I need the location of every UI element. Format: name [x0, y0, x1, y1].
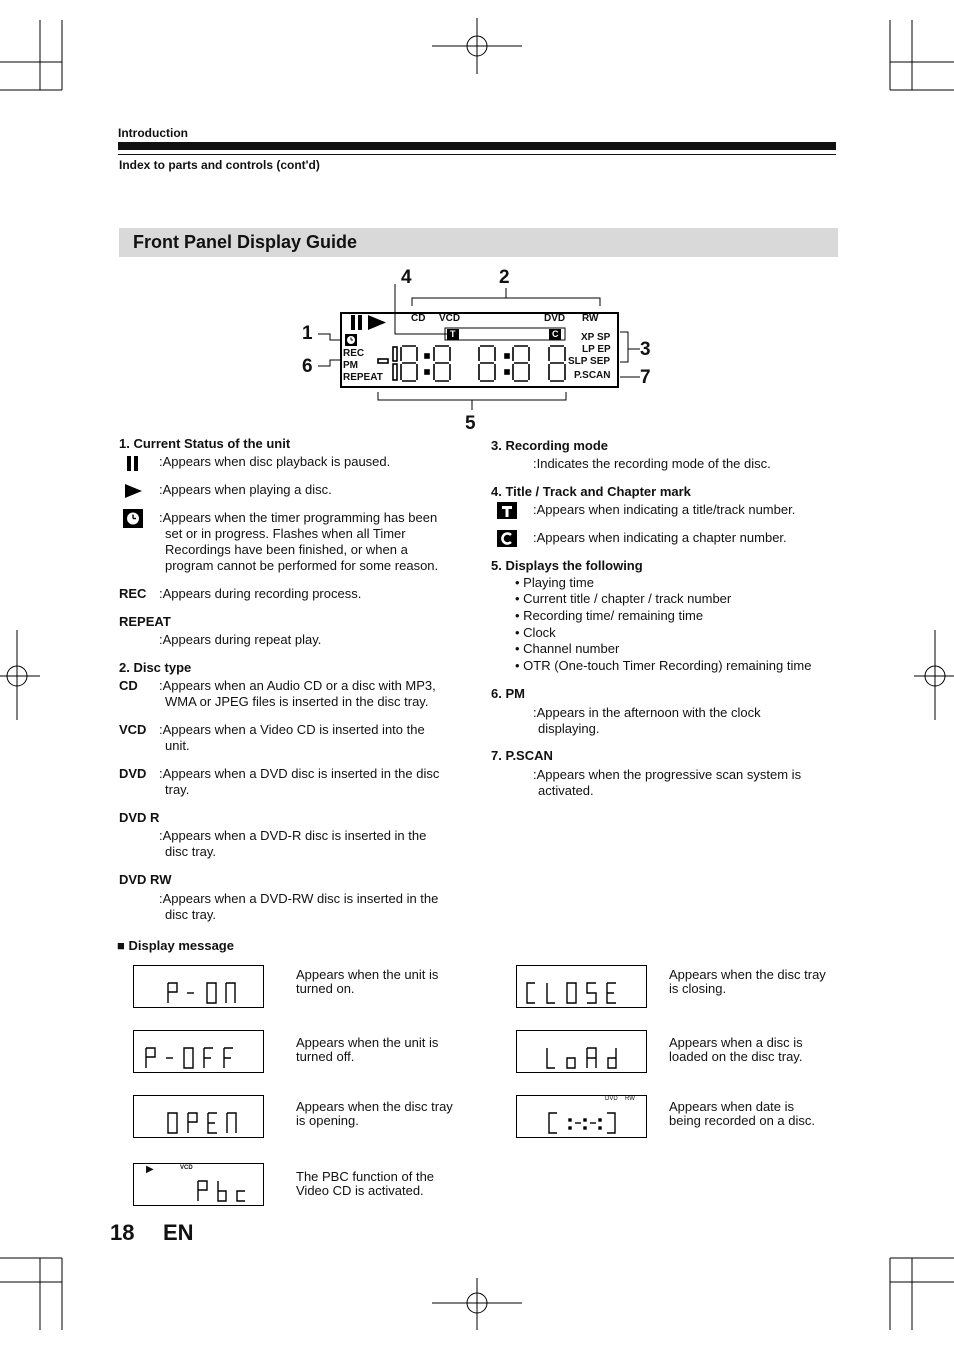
callout-6: 6 [302, 356, 313, 377]
s5-item: • Current title / chapter / track number [515, 591, 732, 606]
lcd-date [516, 1095, 647, 1138]
callout-5: 5 [465, 413, 476, 434]
repeat-label: REPEAT [119, 614, 171, 629]
callout-4: 4 [401, 267, 412, 288]
desc-line: being recorded on a disc. [669, 1113, 815, 1128]
s3-desc: :Indicates the recording mode of the disc. [533, 456, 771, 471]
vcd-desc-2: unit. [165, 738, 190, 753]
title-mark-icon [497, 502, 517, 519]
display-message-heading: ■ Display message [117, 938, 234, 953]
front-panel-diagram [290, 262, 670, 437]
dvdr-desc-1: :Appears when a DVD-R disc is inserted in the [159, 828, 427, 843]
page-title: Front Panel Display Guide [133, 232, 358, 252]
msg-desc-date [669, 1100, 844, 1128]
lcd-date-rw: RW [625, 1096, 635, 1102]
label-xp-sp: XP SP [581, 332, 611, 343]
msg-desc-p-off [296, 1036, 471, 1064]
label-rec: REC [343, 348, 365, 359]
callout-1: 1 [302, 323, 313, 344]
desc-line: turned on. [296, 981, 355, 996]
chapter-mark-icon [497, 530, 517, 547]
desc-line: loaded on the disc tray. [669, 1049, 803, 1064]
cd-desc-2: WMA or JPEG files is inserted in the disc tray. [165, 694, 429, 709]
s6-desc-2: displaying. [538, 721, 600, 736]
rec-label: REC [119, 586, 147, 601]
s5-item: • Channel number [515, 641, 620, 656]
label-cd: CD [411, 313, 426, 324]
desc-line: Appears when the unit is [296, 1035, 439, 1050]
lcd-p-on [133, 965, 264, 1008]
label-pm: PM [343, 360, 358, 371]
msg-desc-close [669, 968, 844, 996]
s5-item: • Recording time/ remaining time [515, 608, 704, 623]
label-vcd: VCD [439, 313, 461, 324]
msg-desc-open [296, 1100, 471, 1128]
timer-desc-4: program cannot be performed for some reason. [165, 558, 439, 573]
msg-desc-p-on [296, 968, 471, 996]
label-dvd: DVD [544, 313, 566, 324]
desc-line: The PBC function of the [296, 1169, 435, 1184]
lcd-date-dvd: DVD [605, 1096, 618, 1102]
dvd-desc-1: :Appears when a DVD disc is inserted in the disc [159, 766, 440, 781]
callout-7: 7 [640, 367, 651, 388]
lcd-pbc-play: ▶ [146, 1164, 154, 1175]
s5-heading: 5. Displays the following [491, 558, 643, 573]
lcd-open-glyphs [134, 1096, 263, 1137]
c-desc: :Appears when indicating a chapter number. [533, 530, 787, 545]
header-thin-rule [118, 154, 836, 155]
timer-desc-2: set or in progress. Flashes when all Timer [165, 526, 406, 541]
lcd-pbc-vcd: VCD [180, 1165, 193, 1171]
s5-item: • Clock [515, 625, 556, 640]
callout-3: 3 [640, 339, 651, 360]
dvd-label: DVD [119, 766, 147, 781]
page-language: EN [163, 1220, 194, 1245]
lcd-load-glyphs [517, 1031, 646, 1072]
label-repeat: REPEAT [343, 372, 383, 383]
pause-desc: :Appears when disc playback is paused. [159, 454, 391, 469]
desc-line: is closing. [669, 981, 727, 996]
s7-heading: 7. P.SCAN [491, 748, 553, 763]
s6-desc-1: :Appears in the afternoon with the clock [533, 705, 761, 720]
dvdrw-label: DVD RW [119, 872, 172, 887]
label-pscan: P.SCAN [574, 370, 611, 381]
play-icon [124, 483, 144, 499]
s7-desc-1: :Appears when the progressive scan system is [533, 767, 802, 782]
timer-desc-3: Recordings have been finished, or when a [165, 542, 408, 557]
timer-icon [123, 509, 143, 529]
cd-desc-1: :Appears when an Audio CD or a disc with MP3, [159, 678, 436, 693]
s5-item: • OTR (One-touch Timer Recording) remaining time [515, 658, 812, 673]
pause-icon [125, 455, 141, 473]
desc-line: is opening. [296, 1113, 359, 1128]
dvdrw-desc-1: :Appears when a DVD-RW disc is inserted in the [159, 891, 439, 906]
rec-desc: :Appears during recording process. [159, 586, 362, 601]
dvdr-label: DVD R [119, 810, 160, 825]
lcd-date-glyphs [517, 1096, 646, 1137]
s3-heading: 3. Recording mode [491, 438, 609, 453]
subsection-header: Index to parts and controls (cont'd) [119, 158, 320, 172]
msg-desc-load [669, 1036, 844, 1064]
lcd-load [516, 1030, 647, 1073]
label-lp-ep: LP EP [582, 344, 611, 355]
t-desc: :Appears when indicating a title/track number. [533, 502, 796, 517]
desc-line: Video CD is activated. [296, 1183, 424, 1198]
s1-heading: 1. Current Status of the unit [119, 436, 291, 451]
label-t: T [450, 329, 456, 339]
lcd-p-off-glyphs [134, 1031, 263, 1072]
page-number: 18 [110, 1220, 135, 1245]
label-c: C [552, 329, 559, 339]
s4-heading: 4. Title / Track and Chapter mark [491, 484, 691, 499]
msg-desc-pbc [296, 1170, 471, 1198]
s7-desc-2: activated. [538, 783, 594, 798]
label-slp-sep: SLP SEP [568, 356, 611, 367]
s6-heading: 6. PM [491, 686, 525, 701]
repeat-desc: :Appears during repeat play. [159, 632, 322, 647]
dvd-desc-2: tray. [165, 782, 190, 797]
s2-heading: 2. Disc type [119, 660, 192, 675]
desc-line: Appears when date is [669, 1099, 795, 1114]
desc-line: Appears when a disc is [669, 1035, 803, 1050]
desc-line: Appears when the disc tray [669, 967, 826, 982]
play-desc: :Appears when playing a disc. [159, 482, 332, 497]
lcd-p-on-glyphs [134, 966, 263, 1007]
timer-desc-1: :Appears when the timer programming has been [159, 510, 438, 525]
vcd-desc-1: :Appears when a Video CD is inserted into the [159, 722, 425, 737]
cd-label: CD [119, 678, 138, 693]
lcd-open [133, 1095, 264, 1138]
lcd-p-off [133, 1030, 264, 1073]
header-thick-rule [118, 142, 836, 150]
lcd-close-glyphs [517, 966, 646, 1007]
desc-line: Appears when the disc tray [296, 1099, 453, 1114]
section-header: Introduction [118, 126, 188, 140]
dvdrw-desc-2: disc tray. [165, 907, 217, 922]
desc-line: turned off. [296, 1049, 355, 1064]
label-rw: RW [582, 313, 599, 324]
dvdr-desc-2: disc tray. [165, 844, 217, 859]
callout-2: 2 [499, 267, 510, 288]
desc-line: Appears when the unit is [296, 967, 439, 982]
lcd-pbc [133, 1163, 264, 1206]
lcd-close [516, 965, 647, 1008]
s5-item: • Playing time [515, 575, 594, 590]
vcd-label: VCD [119, 722, 147, 737]
